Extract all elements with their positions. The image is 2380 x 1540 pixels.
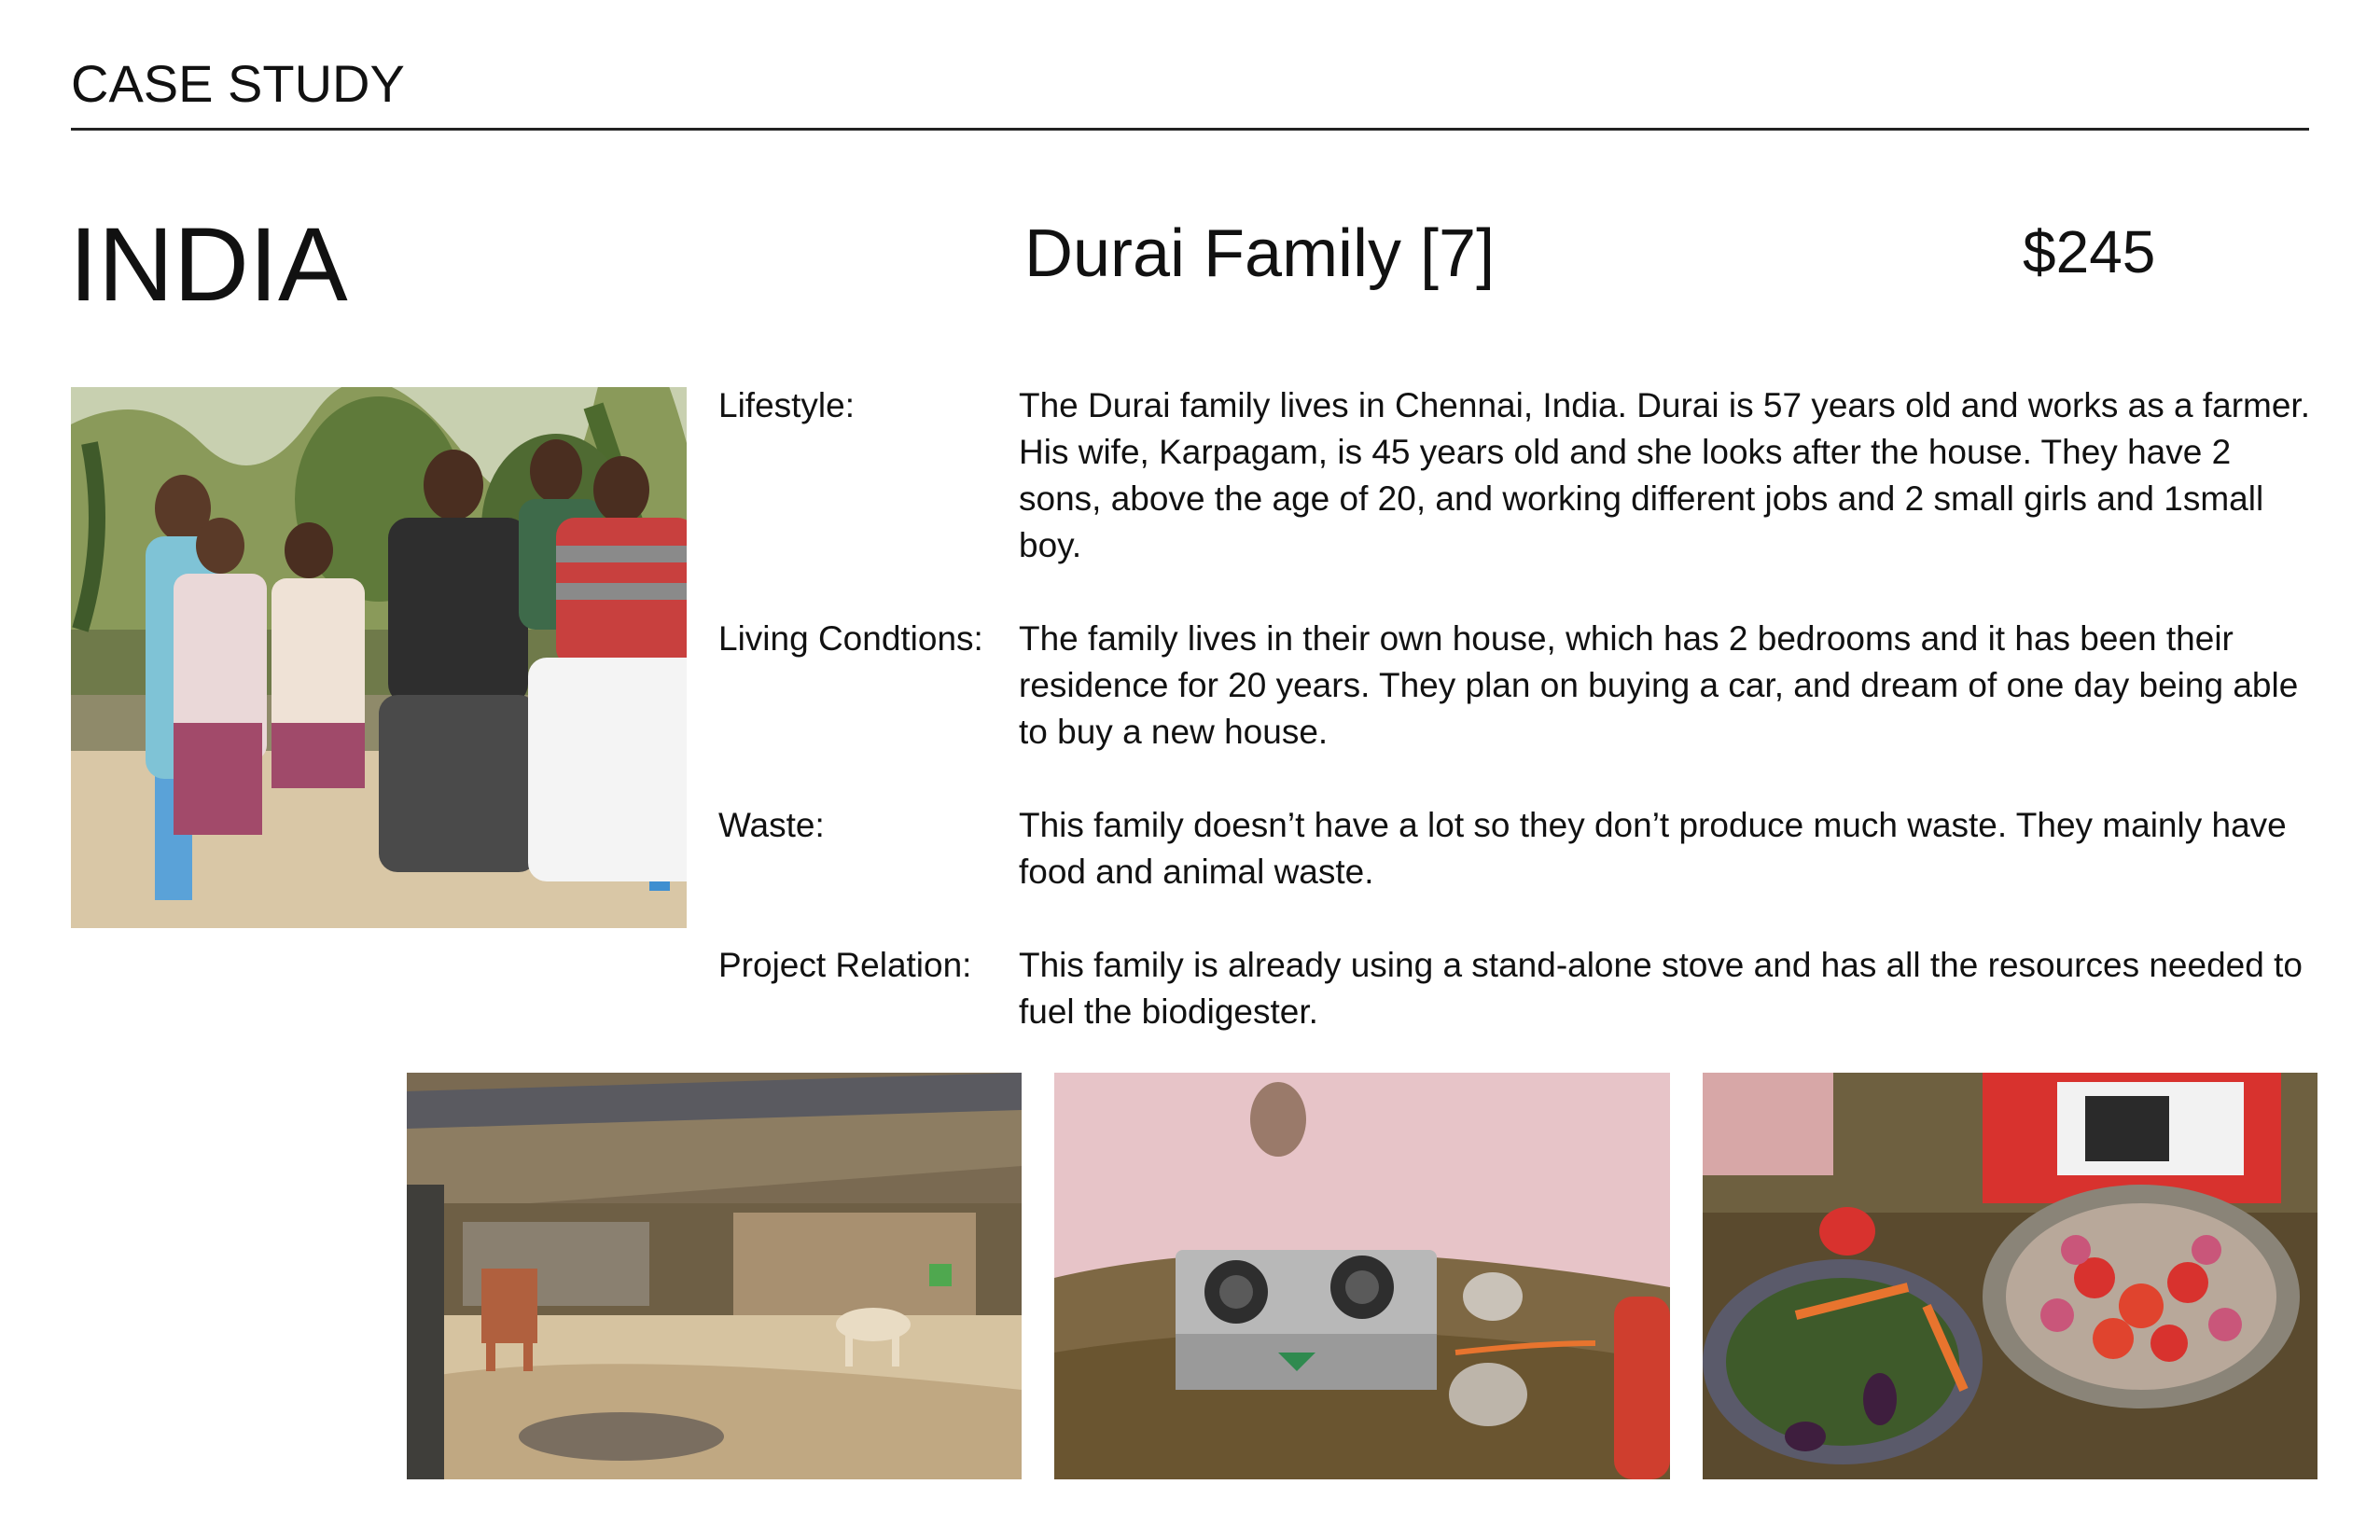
house-photo: [407, 1073, 1022, 1479]
country-title: INDIA: [69, 206, 348, 323]
waste-text: This family doesn’t have a lot so they don’t produce much waste. They mainly have food and animal waste.: [1019, 806, 2287, 891]
family-budget: $245: [2023, 218, 2156, 285]
project-relation-label: Project Relation:: [718, 946, 972, 984]
lifestyle-row: [718, 382, 2314, 569]
lifestyle-label: Lifestyle:: [718, 386, 856, 424]
header-divider: [71, 128, 2309, 131]
project-relation-row: [718, 942, 2314, 1035]
family-name: Durai Family [7]: [1024, 216, 1496, 291]
produce-photo: [1703, 1073, 2317, 1479]
living-conditions-text: The family lives in their own house, which has 2 bedrooms and it has been their residence for 20 years. They plan on buying a car, and dream of one day being able to buy a new house.: [1019, 619, 2299, 751]
family-photo: [71, 387, 687, 928]
waste-row: [718, 802, 2314, 895]
living-conditions-row: [718, 616, 2314, 756]
case-study-label: CASE STUDY: [71, 54, 405, 113]
stove-photo: [1054, 1073, 1670, 1479]
case-details: [718, 382, 2314, 1082]
lifestyle-text: The Durai family lives in Chennai, India. Durai is 57 years old and works as a farmer. His wife, Karpagam, is 45 years old and she looks after the house. They have 2 sons, above the age of 20, and working different jobs and 2 small girls and 1small boy.: [1019, 386, 2310, 564]
waste-label: Waste:: [718, 806, 825, 844]
living-conditions-label: Living Condtions:: [718, 619, 983, 658]
project-relation-text: This family is already using a stand-alone stove and has all the resources needed to fuel the biodigester.: [1019, 946, 2303, 1031]
